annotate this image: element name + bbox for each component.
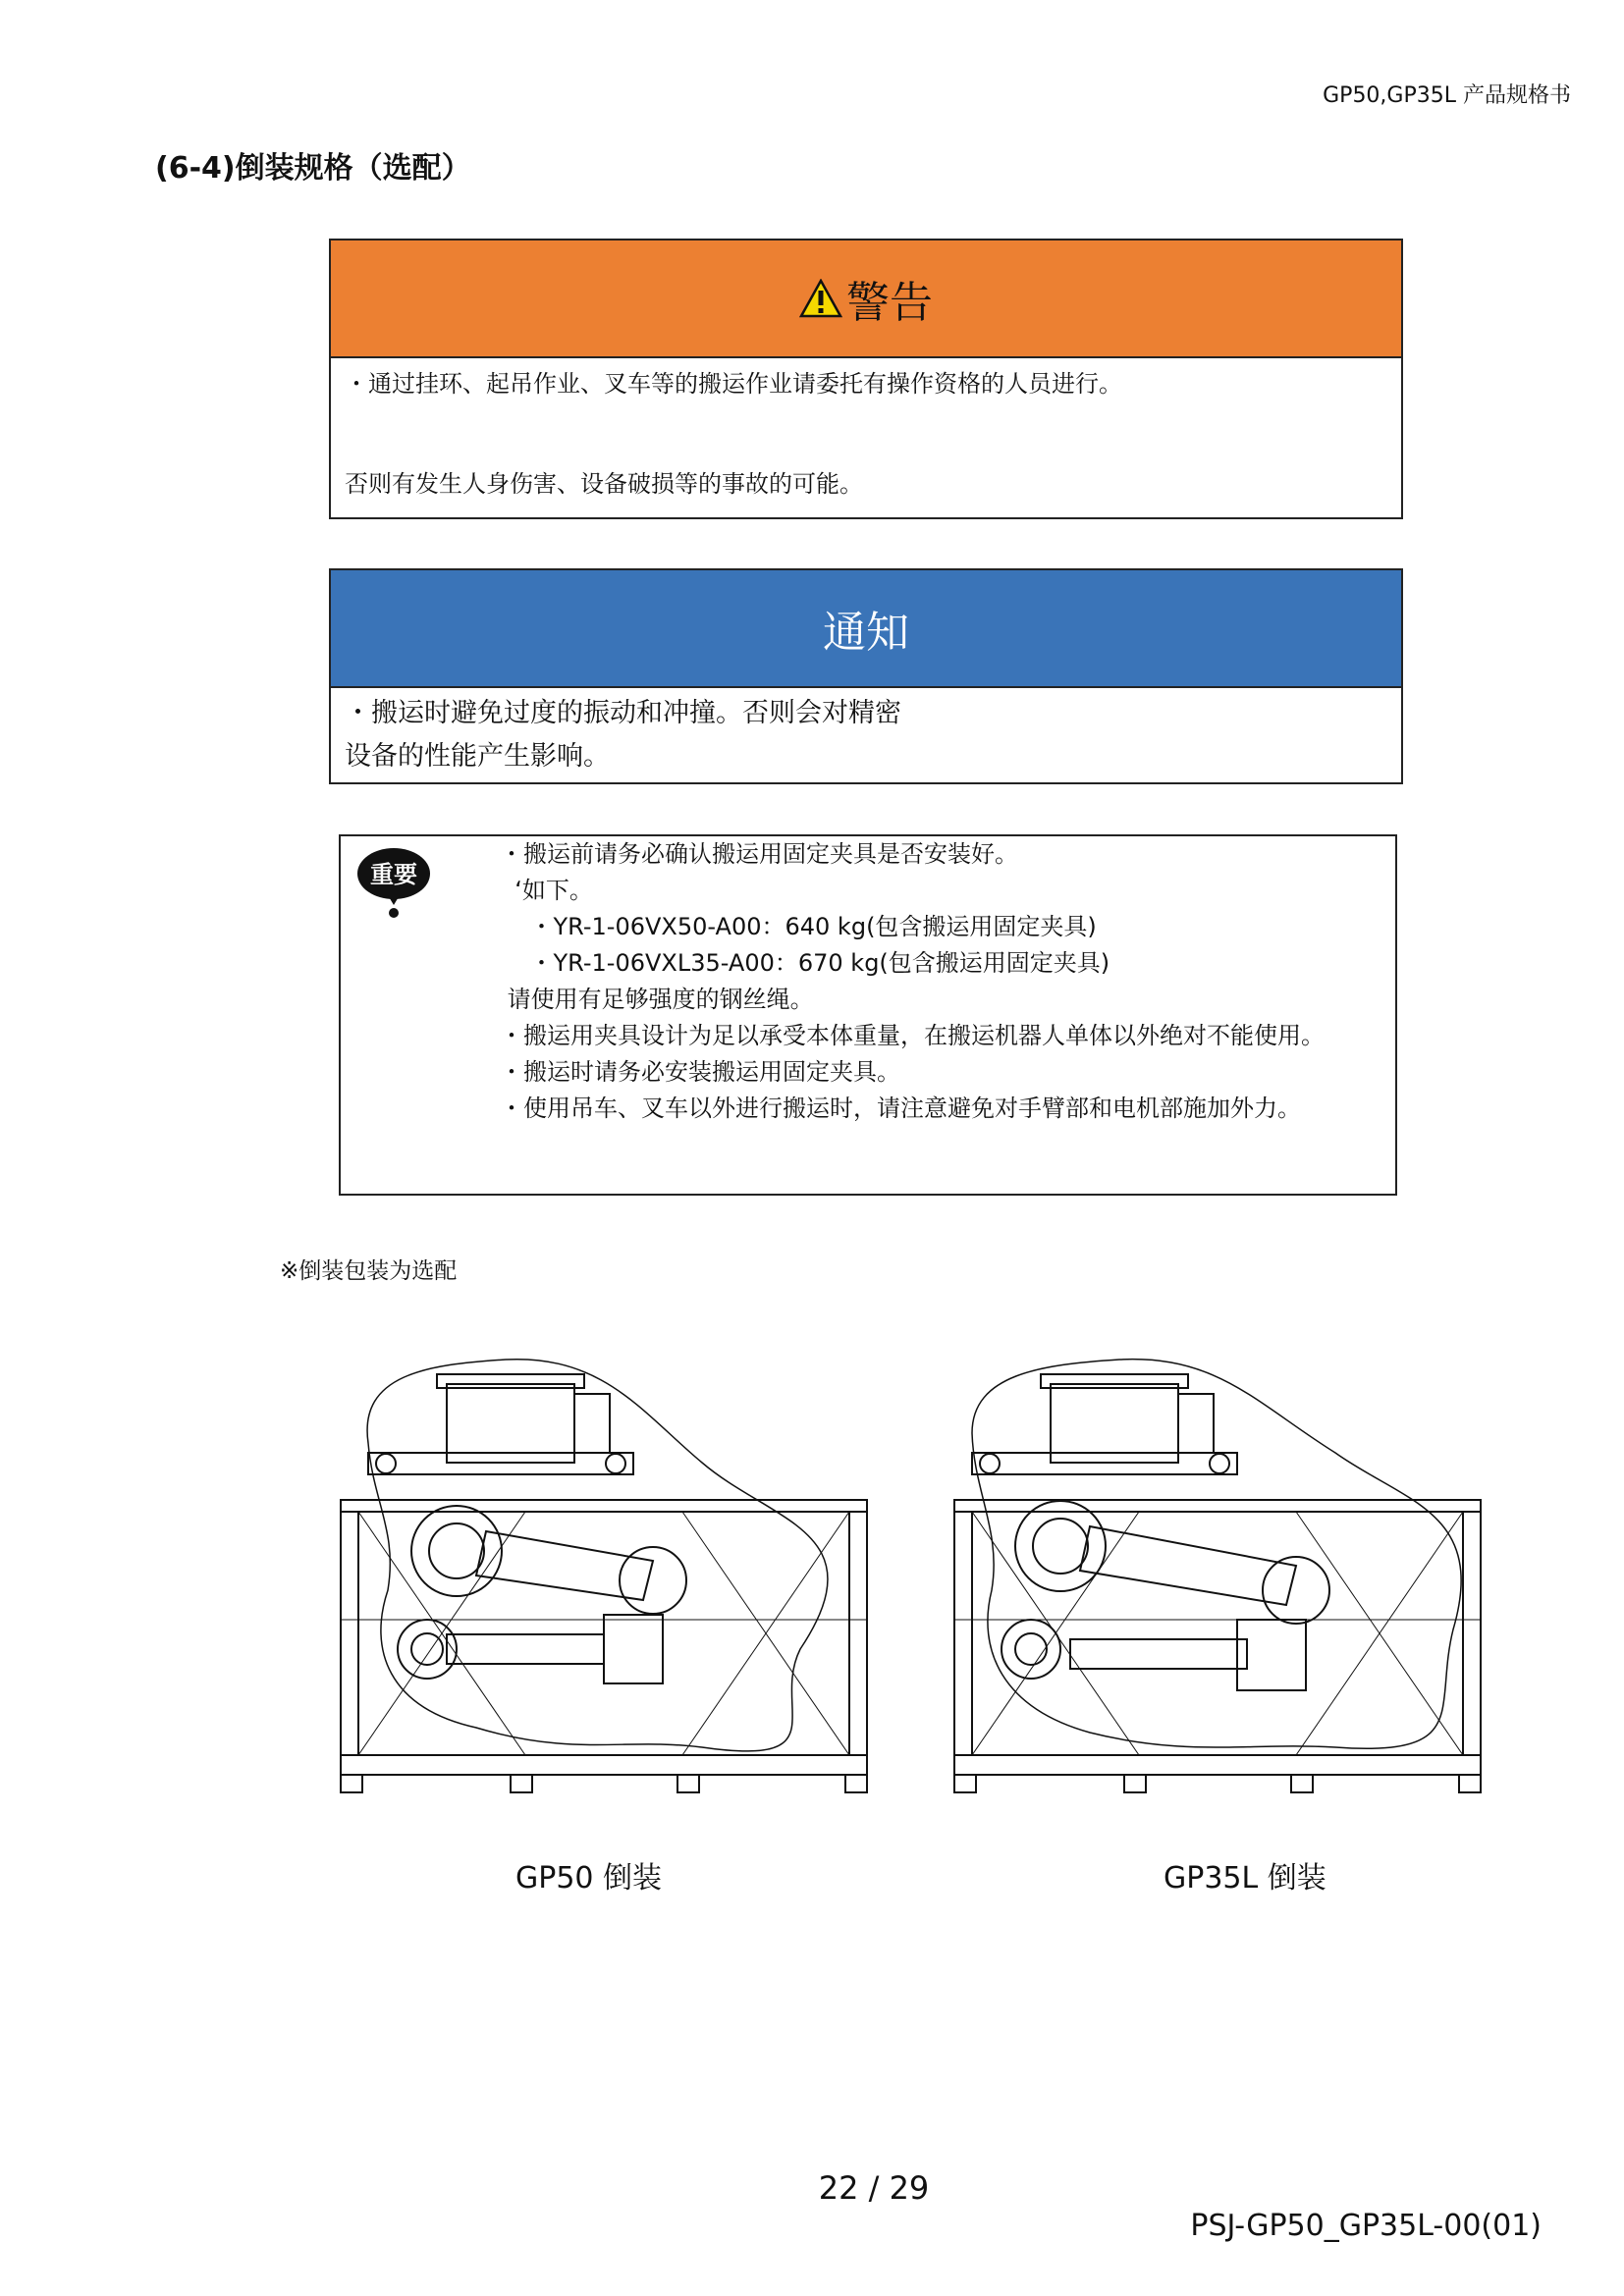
important-line: ・搬运用夹具设计为足以承受本体重量，在搬运机器人单体以外绝对不能使用。 <box>500 1022 1325 1049</box>
envelope-outline <box>972 1360 1461 1749</box>
important-icon-label: 重要 <box>370 861 417 888</box>
warning-header <box>331 240 1401 358</box>
robot-base <box>972 1374 1237 1474</box>
notice-line-1: ・搬运时避免过度的振动和冲撞。否则会对精密 <box>345 698 901 728</box>
footnote: ※倒装包装为选配 <box>280 1258 458 1284</box>
important-line: ・YR-1-06VXL35-A00：670 kg(包含搬运用固定夹具) <box>500 949 1110 977</box>
robot-base <box>368 1374 633 1474</box>
warning-box <box>329 239 1403 519</box>
section-title: (6-4)倒装规格（选配） <box>155 151 471 186</box>
important-line: ・使用吊车、叉车以外进行搬运时，请注意避免对手臂部和电机部施加外力。 <box>500 1095 1301 1122</box>
important-text <box>500 836 1325 1127</box>
important-line: ・搬运前请务必确认搬运用固定夹具是否安装好。 <box>500 840 1018 868</box>
important-icon <box>354 844 433 919</box>
important-line: ・YR-1-06VX50-A00：640 kg(包含搬运用固定夹具) <box>500 913 1097 940</box>
notice-title: 通知 <box>823 608 909 658</box>
important-line: ・搬运时请务必安装搬运用固定夹具。 <box>500 1058 900 1086</box>
notice-box <box>329 568 1403 784</box>
warning-title: 警告 <box>846 278 933 328</box>
document-code: PSJ-GP50_GP35L-00(01) <box>1190 2209 1542 2243</box>
envelope-outline <box>367 1360 828 1751</box>
warning-line-2: 否则有发生人身伤害、设备破损等的事故的可能。 <box>345 470 863 498</box>
page-number: 22 / 29 <box>818 2169 930 2207</box>
robot-arm <box>398 1506 686 1683</box>
robot-arm <box>1001 1501 1329 1690</box>
warning-line-1: ・通过挂环、起吊作业、叉车等的搬运作业请委托有操作资格的人员进行。 <box>345 370 1122 398</box>
important-line: 请使用有足够强度的钢丝绳。 <box>500 986 814 1013</box>
header-doc-title: GP50,GP35L 产品规格书 <box>1323 83 1571 108</box>
gp50-caption: GP50 倒装 <box>515 1861 663 1896</box>
important-line: ʻ如下。 <box>500 877 593 904</box>
warning-triangle-icon <box>799 279 842 318</box>
gp35l-caption: GP35L 倒装 <box>1164 1861 1326 1896</box>
gp50-inverted-drawing <box>329 1355 879 1826</box>
important-box <box>339 834 1397 1196</box>
notice-header <box>331 570 1401 688</box>
gp35l-inverted-drawing <box>943 1355 1492 1826</box>
notice-line-2: 设备的性能产生影响。 <box>345 741 610 772</box>
